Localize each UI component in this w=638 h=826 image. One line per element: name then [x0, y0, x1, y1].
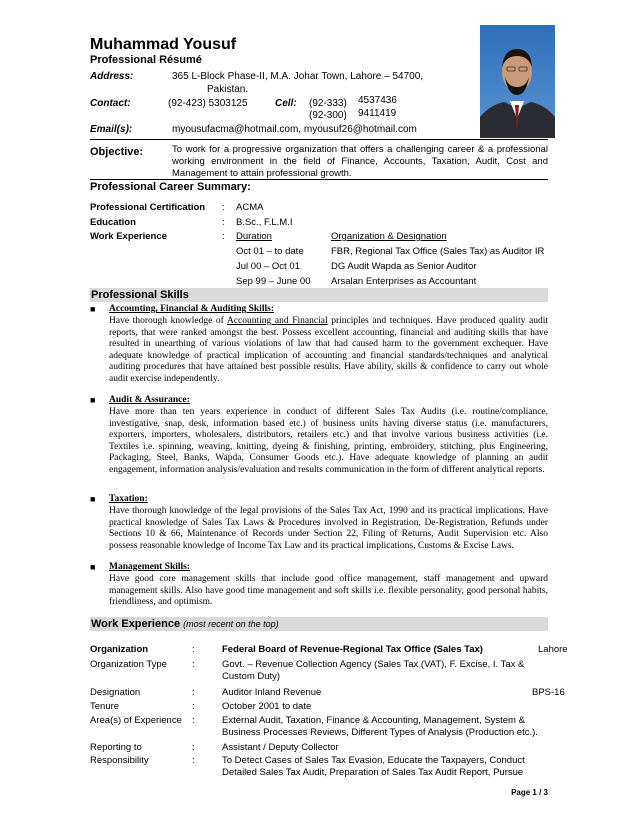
skill-text-accounting: Have thorough knowledge of Accounting and Financial principles and techniques. Have produced quality audit reports, that were ranked amongst the best. Possess excellent accounting, financial and auditing skills that have resulted in unearthing of various violations of law that had caused harm to the government exchequer. Have adequate knowledge of practical implication of accounting and financial standards/techniques and analytical auditing procedures that have attained best possible results. Have ability, skills & confidence to carry out whole audit exercise independently.	[109, 316, 549, 384]
objective-label: Objective:	[90, 146, 144, 158]
summary-label-certification: Professional Certification	[90, 202, 206, 213]
objective-text: To work for a progressive organization that offers a challenging career & a professional working environment in the field of Finance, Accounts, Taxation, Audit, Cost and Management to attain professional growth.	[172, 144, 548, 179]
work-sep: :	[192, 687, 195, 698]
career-summary-title: Professional Career Summary:	[90, 181, 251, 193]
cell-number-2: 9411419	[358, 108, 397, 119]
work-label-designation: Designation	[90, 687, 141, 698]
contact-label: Contact:	[90, 98, 131, 109]
work-sep: :	[192, 644, 195, 655]
skill-heading-audit: Audit & Assurance:	[109, 395, 190, 405]
skill-text-audit: Have more than ten years experience in conduct of different Sales Tax Audits (i.e. routine/compliance, investigative, snap, desk, information based etc.) of business units having diverse status (i.e. manufacturers, exporters, importers, wholesalers, distributors, retailers etc.) and that involve various business activities (i.e. Textiles i.e. spinning, weaving, knitting, dyeing & finishing, printing, embroidery, stitching, plus Engineering, Packaging, Steel, Banks, Wapda, Consumer Goods etc.). Have adequate knowledge of planning an audit engagement, information analysis/evaluation and results communication in the form of different analytical reports.	[109, 407, 548, 475]
bullet-icon: ■	[90, 562, 96, 572]
work-experience-subtitle: (most recent on the top)	[183, 619, 279, 629]
address-line1: 365 L-Block Phase-II, M.A. Johar Town, Lahore – 54700,	[172, 71, 424, 82]
bullet-icon: ■	[90, 494, 96, 504]
work-sep: :	[192, 742, 195, 753]
work-label-reporting: Reporting to	[90, 742, 142, 753]
work-sep: :	[192, 755, 195, 766]
org-designation-header: Organization & Designation	[331, 231, 447, 242]
resume-subtitle: Professional Résumé	[90, 54, 202, 66]
summary-sep: :	[222, 231, 225, 242]
experience-org: FBR, Regional Tax Office (Sales Tax) as Auditor IR	[331, 246, 545, 257]
person-portrait-icon	[480, 25, 555, 138]
skill-heading-accounting: Accounting, Financial & Auditing Skills:	[109, 304, 274, 314]
experience-duration: Sep 99 – June 00	[236, 276, 311, 287]
bullet-icon: ■	[90, 395, 96, 405]
work-location: Lahore	[538, 644, 568, 655]
work-sep: :	[192, 701, 195, 712]
work-label-tenure: Tenure	[90, 701, 120, 712]
address-line2: Pakistan.	[207, 84, 249, 95]
work-value-responsibility: To Detect Cases of Sales Tax Evasion, Educate the Taxpayers, Conduct Detailed Sales Tax Audit, Preparation of Sales Tax Audit Report, Pursue	[222, 755, 525, 778]
work-value-designation: Auditor Inland Revenue	[222, 687, 322, 698]
email-links[interactable]: myousufacma@hotmail.com, myousuf26@hotmail.com	[172, 124, 417, 135]
work-experience-title: Work Experience	[91, 618, 181, 630]
address-label: Address:	[90, 71, 134, 82]
work-sep: :	[192, 659, 195, 670]
email-label: Email(s):	[90, 124, 133, 135]
header-divider	[90, 139, 548, 140]
summary-value-certification: ACMA	[236, 202, 264, 213]
skill-text-taxation: Have thorough knowledge of the legal provisions of the Sales Tax Act, 1990 and its practical implications. Have practical knowledge of Sales Tax Laws & Procedures involved in Registration, De-Registration, Refunds under Sections 10 & 66, Maintenance of Records under Section 22, Filing of Returns, Audit Supervision etc. Also possess reasonable knowledge of Income Tax Law and its practical implications, Customs & Excise Laws.	[109, 506, 548, 551]
contact-phone: (92-423) 5303125	[168, 98, 248, 109]
summary-label-work-experience: Work Experience	[90, 231, 167, 242]
duration-header: Duration	[236, 231, 272, 242]
work-label-organization: Organization	[90, 644, 149, 655]
work-value-org-type: Govt. – Revenue Collection Agency (Sales Tax (VAT), F. Excise, I. Tax & Custom Duty)	[222, 659, 525, 682]
skill-heading-management: Management Skills:	[109, 562, 191, 572]
work-experience-section-header	[90, 617, 548, 631]
experience-duration: Jul 00 – Oct 01	[236, 261, 300, 272]
summary-label-education: Education	[90, 217, 136, 228]
work-value-organization: Federal Board of Revenue-Regional Tax Office (Sales Tax)	[222, 644, 483, 655]
cell-code-2: (92-300)	[309, 110, 347, 121]
work-value-reporting: Assistant / Deputy Collector	[222, 742, 339, 753]
skill-heading-taxation: Taxation:	[109, 494, 148, 504]
experience-org: Arsalan Enterprises as Accountant	[331, 276, 477, 287]
work-value-area: External Audit, Taxation, Finance & Accounting, Management, System & Business Processes Reviews, Different Types of Analysis (Production etc.).	[222, 715, 538, 738]
cell-number-1: 4537436	[358, 95, 397, 106]
work-label-responsibility: Responsibility	[90, 755, 149, 766]
objective-divider	[90, 179, 548, 180]
experience-org: DG Audit Wapda as Senior Auditor	[331, 261, 477, 272]
cell-code-1: (92-333)	[309, 98, 347, 109]
profile-photo	[480, 25, 555, 138]
page-number: Page 1 / 3	[511, 788, 548, 797]
skills-title: Professional Skills	[91, 289, 189, 301]
work-label-area: Area(s) of Experience	[90, 715, 182, 726]
summary-sep: :	[222, 202, 225, 213]
skills-section-header	[90, 288, 548, 302]
skill-text-management: Have good core management skills that include good office management, staff management and upward management skills. Also have good time management and soft skills i.e. flexible personality, good personal habits, friendliness, and optimism.	[109, 574, 548, 607]
work-grade: BPS-16	[532, 687, 565, 698]
bullet-icon: ■	[90, 304, 96, 314]
work-label-org-type: Organization Type	[90, 659, 167, 670]
work-value-tenure: October 2001 to date	[222, 701, 312, 712]
cell-label: Cell:	[275, 98, 297, 109]
experience-duration: Oct 01 – to date	[236, 246, 304, 257]
summary-value-education: B.Sc., F.L.M.I	[236, 217, 293, 228]
work-sep: :	[192, 715, 195, 726]
summary-sep: :	[222, 217, 225, 228]
candidate-name: Muhammad Yousuf	[90, 36, 237, 53]
